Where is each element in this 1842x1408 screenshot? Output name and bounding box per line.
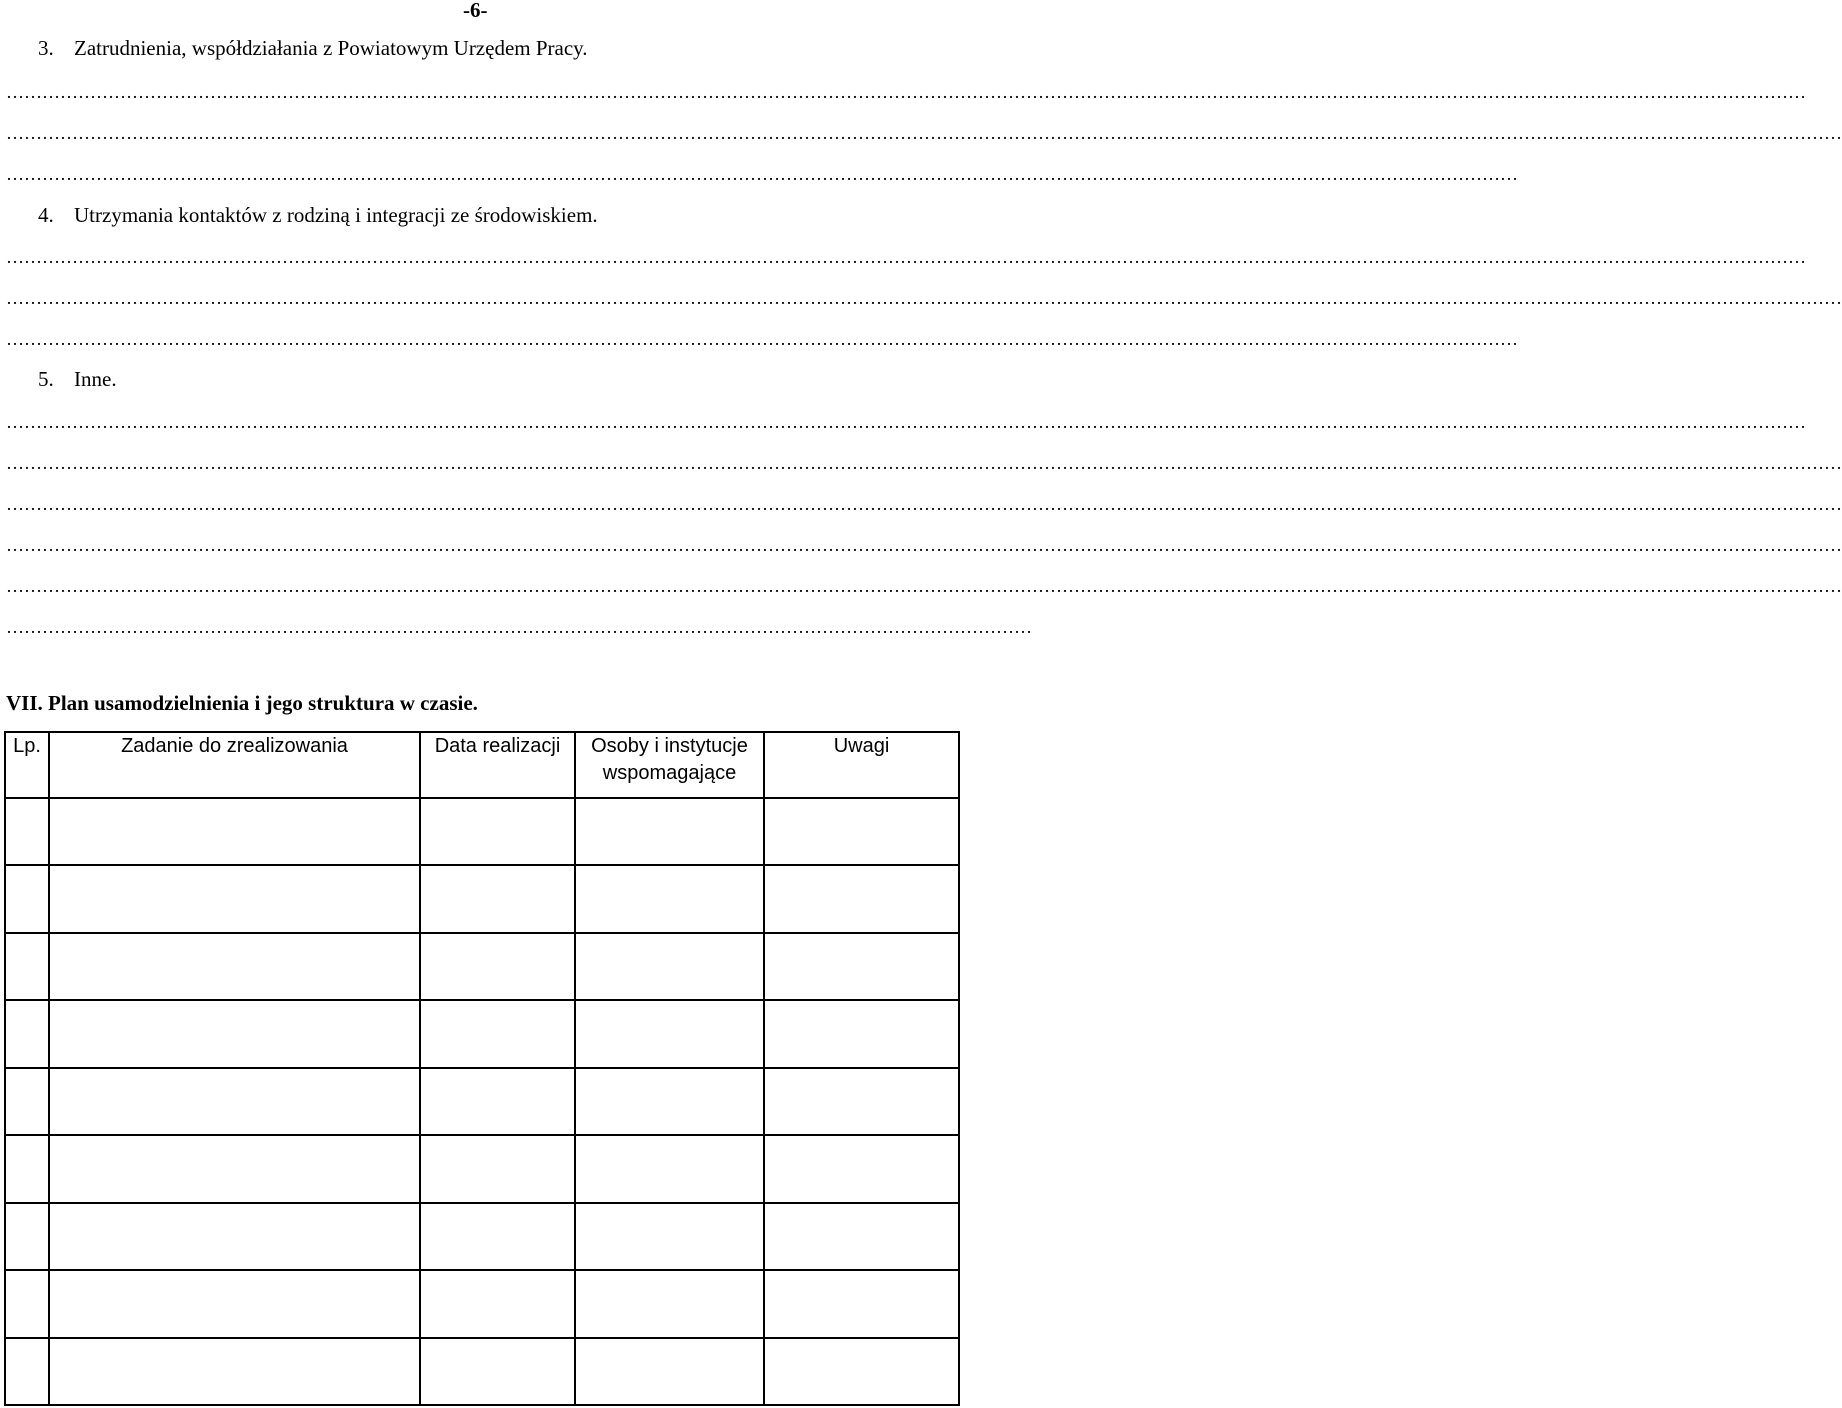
dotted-line: ……………………………………………………………………………………………………………………………………………………………………………………………………………………………… [6, 164, 1518, 184]
table-cell[interactable] [5, 933, 49, 1000]
table-cell[interactable] [575, 798, 764, 865]
dotted-line: ……………………………………………………………………………………………………………………………………………………………………………………………………………………………………………………………………………… [6, 288, 1842, 308]
plan-table [4, 731, 960, 1406]
header-task: Zadanie do zrealizowania [49, 732, 420, 798]
table-cell[interactable] [420, 865, 575, 932]
table-cell[interactable] [764, 1203, 959, 1270]
table-row [5, 865, 959, 932]
table-row [5, 933, 959, 1000]
dotted-line: ……………………………………………………………………………………………………………………………………………………………………………………………………………………………………………………………………………… [6, 123, 1842, 143]
dotted-line: ……………………………………………………………………………………………………………………………………………………… [6, 617, 1032, 637]
table-row [5, 1203, 959, 1270]
table-cell[interactable] [575, 1270, 764, 1337]
section-title: VII. Plan usamodzielnienia i jego struktura w czasie. [6, 691, 478, 715]
table-cell[interactable] [575, 1068, 764, 1135]
table-row [5, 1068, 959, 1135]
table-cell[interactable] [764, 865, 959, 932]
table-cell[interactable] [420, 1270, 575, 1337]
item-4-number: 4. [38, 203, 54, 227]
table-row [5, 798, 959, 865]
table-header-row [5, 732, 959, 798]
table-cell[interactable] [5, 1338, 49, 1406]
table-cell[interactable] [49, 865, 420, 932]
item-3-text: Zatrudnienia, współdziałania z Powiatowym Urzędem Pracy. [74, 36, 588, 60]
table-row [5, 1135, 959, 1202]
item-5-heading [38, 367, 117, 392]
table-cell[interactable] [764, 798, 959, 865]
item-4-text: Utrzymania kontaktów z rodziną i integracji ze środowiskiem. [74, 203, 598, 227]
table-row [5, 1270, 959, 1337]
table-cell[interactable] [49, 1338, 420, 1406]
item-4-heading [38, 203, 598, 228]
table-cell[interactable] [575, 933, 764, 1000]
table-cell[interactable] [575, 865, 764, 932]
table-row [5, 1000, 959, 1067]
table-cell[interactable] [420, 798, 575, 865]
table-cell[interactable] [49, 1068, 420, 1135]
table-cell[interactable] [5, 798, 49, 865]
table-row [5, 1338, 959, 1406]
table-cell[interactable] [764, 1000, 959, 1067]
table-cell[interactable] [764, 1135, 959, 1202]
table-cell[interactable] [764, 933, 959, 1000]
table-cell[interactable] [49, 798, 420, 865]
table-cell[interactable] [420, 933, 575, 1000]
table-cell[interactable] [420, 1000, 575, 1067]
table-cell[interactable] [5, 1135, 49, 1202]
table-cell[interactable] [420, 1203, 575, 1270]
dotted-line: ……………………………………………………………………………………………………………………………………………………………………………………………………………………………………………………………………………… [6, 453, 1842, 473]
table-cell[interactable] [5, 1270, 49, 1337]
table-cell[interactable] [420, 1068, 575, 1135]
table-cell[interactable] [764, 1068, 959, 1135]
table-cell[interactable] [5, 1068, 49, 1135]
table-cell[interactable] [575, 1203, 764, 1270]
table-cell[interactable] [575, 1000, 764, 1067]
table-cell[interactable] [420, 1338, 575, 1406]
header-date: Data realizacji [420, 732, 575, 798]
page-number: -6- [463, 0, 488, 22]
table-cell[interactable] [5, 865, 49, 932]
table-cell[interactable] [764, 1338, 959, 1406]
table-cell[interactable] [49, 1135, 420, 1202]
table-cell[interactable] [49, 1203, 420, 1270]
table-cell[interactable] [49, 1270, 420, 1337]
dotted-line: ………………………………………………………………………………………………………………………………………………………………………………………………………………………………………………………………………… [6, 82, 1806, 102]
header-lp: Lp. [5, 732, 49, 798]
header-notes: Uwagi [764, 732, 959, 798]
dotted-line: ………………………………………………………………………………………………………………………………………………………………………………………………………………………………………………………………………… [6, 247, 1806, 267]
dotted-line: ……………………………………………………………………………………………………………………………………………………………………………………………………………………………………………………………………………… [6, 494, 1842, 514]
table-cell[interactable] [575, 1338, 764, 1406]
table-cell[interactable] [420, 1135, 575, 1202]
table-cell[interactable] [575, 1135, 764, 1202]
item-5-text: Inne. [74, 367, 117, 391]
table-cell[interactable] [49, 1000, 420, 1067]
table-cell[interactable] [764, 1270, 959, 1337]
header-persons: Osoby i instytucje wspomagające [575, 732, 764, 798]
item-3-heading [38, 36, 588, 61]
dotted-line: ……………………………………………………………………………………………………………………………………………………………………………………………………………………………………………………………………………… [6, 535, 1842, 555]
dotted-line: ………………………………………………………………………………………………………………………………………………………………………………………………………………………………………………………………………… [6, 412, 1806, 432]
item-3-number: 3. [38, 36, 54, 60]
item-5-number: 5. [38, 367, 54, 391]
dotted-line: ……………………………………………………………………………………………………………………………………………………………………………………………………………………………… [6, 329, 1518, 349]
table-cell[interactable] [5, 1000, 49, 1067]
dotted-line: ……………………………………………………………………………………………………………………………………………………………………………………………………………………………………………………………………………… [6, 576, 1842, 596]
table-cell[interactable] [5, 1203, 49, 1270]
table-cell[interactable] [49, 933, 420, 1000]
